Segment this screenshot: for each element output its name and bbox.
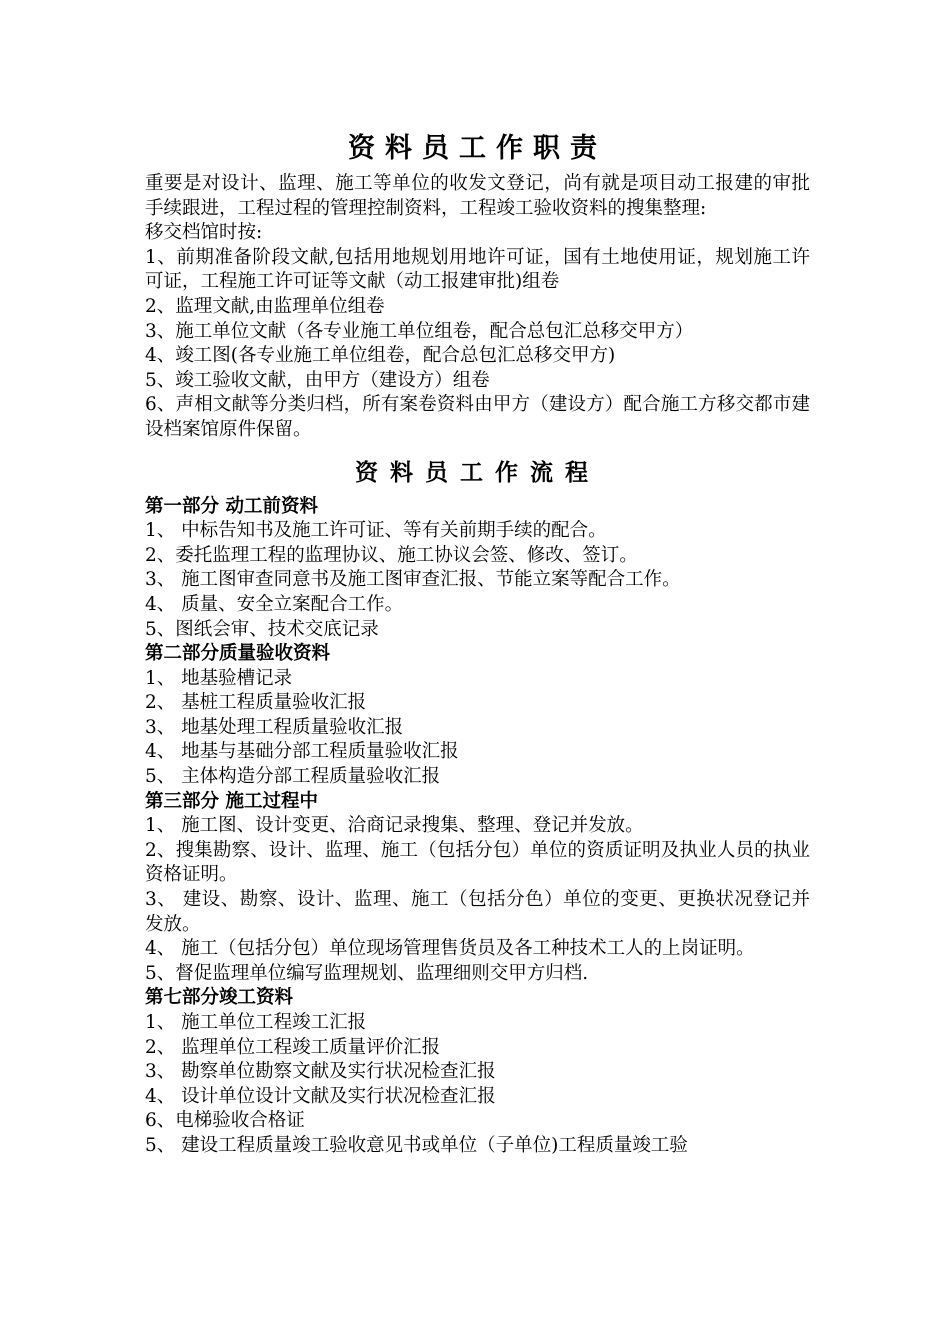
- title-job-duties: 资料员工作职责: [348, 133, 607, 164]
- section-item: 2、 基桩工程质量验收汇报: [145, 692, 367, 714]
- title-workflow: 资料员工作流程: [355, 459, 600, 486]
- section-item: 3、 建设、勘察、设计、监理、施工（包括分色）单位的变更、更换状况登记并发放。: [145, 889, 810, 935]
- section-item: 1、 中标告知书及施工许可证、等有关前期手续的配合。: [145, 520, 607, 542]
- section-item: 2、委托监理工程的监理协议、施工协议会签、修改、签订。: [145, 544, 638, 566]
- section-item: 4、 施工（包括分包）单位现场管理售货员及各工种技术工人的上岗证明。: [145, 938, 755, 960]
- section-item: 2、 监理单位工程竣工质量评价汇报: [145, 1036, 441, 1058]
- duty-item: 5、竣工验收文献，由甲方（建设方）组卷: [145, 369, 490, 391]
- section-item: 4、 设计单位设计文献及实行状况检查汇报: [145, 1085, 496, 1107]
- section-item: 4、 质量、安全立案配合工作。: [145, 593, 404, 615]
- section-item: 5、 主体构造分部工程质量验收汇报: [145, 766, 441, 788]
- duty-item: 6、声相文献等分类归档，所有案卷资料由甲方（建设方）配合施工方移交都市建设档案馆原件保留。: [145, 394, 810, 440]
- duty-item: 1、前期准备阶段文献,包括用地规划用地许可证，国有土地使用证，规划施工许可证，工程施工许可证等文献（动工报建审批)组卷: [145, 246, 810, 293]
- section-item: 5、 建设工程质量竣工验收意见书或单位（子单位)工程质量竣工验: [145, 1134, 688, 1156]
- section-item: 1、 施工单位工程竣工汇报: [145, 1012, 367, 1033]
- section-heading: 第一部分 动工前资料: [145, 495, 318, 517]
- duty-item: 3、施工单位文献（各专业施工单位组卷，配合总包汇总移交甲方）: [145, 320, 694, 342]
- section-item: 5、图纸会审、技术交底记录: [145, 618, 379, 640]
- section-item: 5、督促监理单位编写监理规划、监理细则交甲方归档.: [145, 962, 589, 984]
- section-item: 1、 施工图、设计变更、洽商记录搜集、整理、登记并发放。: [145, 815, 644, 837]
- duty-item: 2、监理文献,由监理单位组卷: [145, 295, 385, 317]
- section-item: 3、 地基处理工程质量验收汇报: [145, 716, 404, 738]
- duty-item: 4、竣工图(各专业施工单位组卷，配合总包汇总移交甲方): [145, 345, 616, 367]
- intro-paragraph: 重要是对设计、监理、施工等单位的收发文登记，尚有就是项目动工报建的审批手续跟进，工程过程的管理控制资料，工程竣工验收资料的搜集整理:: [145, 173, 810, 219]
- section-heading: 第二部分质量验收资料: [145, 643, 331, 665]
- document-page: [145, 126, 810, 1159]
- section-item: 3、 施工图审查同意书及施工图审查汇报、节能立案等配合工作。: [145, 569, 681, 591]
- section-item: 1、 地基验槽记录: [145, 667, 293, 689]
- section-item: 2、搜集勘察、设计、监理、施工（包括分包）单位的资质证明及执业人员的执业资格证明。: [145, 839, 810, 886]
- handover-label: 移交档馆时按:: [145, 222, 263, 244]
- section-heading: 第七部分竣工资料: [145, 987, 294, 1009]
- section-heading: 第三部分 施工过程中: [145, 790, 318, 812]
- section-item: 4、 地基与基础分部工程质量验收汇报: [145, 741, 459, 763]
- section-item: 3、 勘察单位勘察文献及实行状况检查汇报: [145, 1061, 496, 1083]
- section-item: 6、电梯验收合格证: [145, 1110, 305, 1132]
